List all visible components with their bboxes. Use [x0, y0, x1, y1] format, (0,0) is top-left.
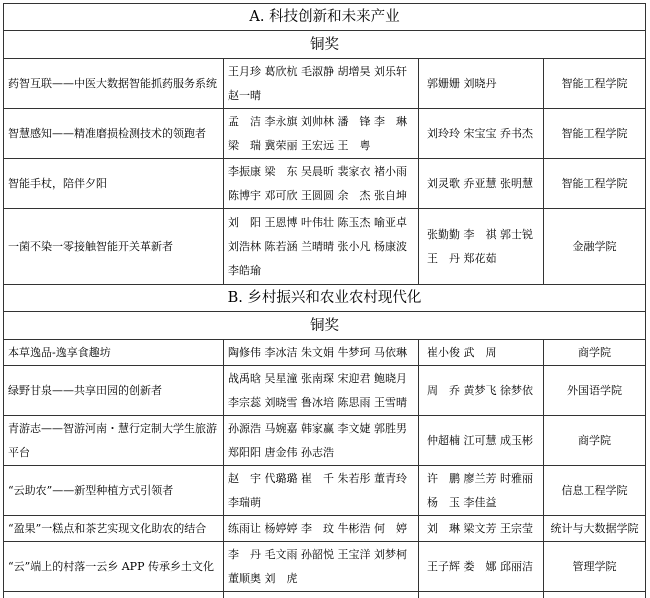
table-row [4, 542, 646, 592]
section-b-award-row [4, 312, 646, 340]
table-row [4, 516, 646, 542]
college: 外国语学院 [544, 366, 646, 416]
table-row [4, 59, 646, 109]
project-title: “云助农”——新型种植方式引领者 [4, 466, 224, 516]
advisors: 郭姗姗 刘晓丹 [419, 59, 544, 109]
advisors: 王子辉 娄 娜 邱丽洁 [419, 542, 544, 592]
table-row [4, 159, 646, 209]
college: 金融学院 [544, 209, 646, 285]
college: 智能工程学院 [544, 159, 646, 209]
team-members: 孟 洁 李永旗 刘帅林 潘 锋 李 琳 梁 瑞 冀荣丽 王宏远 王 粤 [224, 109, 419, 159]
college: 智能工程学院 [544, 59, 646, 109]
college: 商学院 [544, 416, 646, 466]
project-title: “云”端上的村落一云乡 APP 传承乡土文化 [4, 542, 224, 592]
advisors: 崔小俊 武 周 [419, 340, 544, 366]
section-a-header [4, 4, 646, 31]
advisors: 许 鹏 廖兰芳 时雅丽 杨 玉 李佳益 [419, 466, 544, 516]
advisors: 仲超楠 江可慧 成玉彬 [419, 416, 544, 466]
project-title: 一菌不染一零接触智能开关革新者 [4, 209, 224, 285]
team-members: 李振康 梁 东 吴晨昕 裴家衣 褚小雨 陈博宇 邓可欣 王圆圆 余 杰 张自坤 [224, 159, 419, 209]
college: 信息工程学院 [544, 466, 646, 516]
project-title: 绿野甘泉——共享田园的创新者 [4, 366, 224, 416]
college: 智能工程学院 [544, 109, 646, 159]
project-title: 青游志——智游河南・慧行定制大学生旅游平台 [4, 416, 224, 466]
section-a-award-row [4, 31, 646, 59]
team-members: 李 丹 毛文雨 孙韶悦 王宝洋 刘梦柯 董顺奥 刘 虎 [224, 542, 419, 592]
table-row [4, 109, 646, 159]
awards-table [3, 3, 646, 598]
table-row [4, 209, 646, 285]
college: 统计与大数据学院 [544, 516, 646, 542]
advisors: 刘玲玲 宋宝宝 乔书杰 [419, 109, 544, 159]
project-title: “盈果”一糕点和茶艺实现文化助农的结合 [4, 516, 224, 542]
table-row [4, 340, 646, 366]
section-heading: B. 乡村振兴和农业农村现代化 [4, 285, 646, 312]
team-members: 战禹晗 吴星潼 张南琛 宋迎君 鲍晓月 李宗蕊 刘晓雪 鲁冰培 陈思雨 王雪晴 [224, 366, 419, 416]
award-level: 铜奖 [4, 31, 646, 59]
advisors: 张勤勤 李 祺 郭士锐 王 丹 郑花茹 [419, 209, 544, 285]
advisors: 刘灵歌 乔亚慧 张明慧 [419, 159, 544, 209]
team-members: 刘 阳 王恩博 叶伟壮 陈玉杰 喻亚卓 刘浩林 陈若涵 兰晴晴 张小凡 杨康波 李皓瑜 [224, 209, 419, 285]
award-level: 铜奖 [4, 312, 646, 340]
project-title: 药智互联——中医大数据智能抓药服务系统 [4, 59, 224, 109]
project-title: 本草逸品-逸享食趣坊 [4, 340, 224, 366]
table-bottom-spacer [4, 592, 646, 598]
advisors: 刘 琳 梁文芳 王宗莹 [419, 516, 544, 542]
section-b-header [4, 285, 646, 312]
team-members: 王月珍 葛欣杭 毛淑静 胡增昊 刘乐轩 赵一晴 [224, 59, 419, 109]
section-heading: A. 科技创新和未来产业 [4, 4, 646, 31]
team-members: 陶修伟 李冰洁 朱文娟 牛梦珂 马依琳 [224, 340, 419, 366]
advisors: 周 乔 黄梦飞 徐梦依 [419, 366, 544, 416]
table-row [4, 416, 646, 466]
college: 管理学院 [544, 542, 646, 592]
team-members: 练雨让 杨婷婷 李 玟 牛彬浩 何 婷 [224, 516, 419, 542]
project-title: 智能手杖，陪伴夕阳 [4, 159, 224, 209]
college: 商学院 [544, 340, 646, 366]
team-members: 赵 宇 代璐璐 崔 千 朱若彤 董青玲 李瑞萌 [224, 466, 419, 516]
table-row [4, 366, 646, 416]
project-title: 智慧感知——精准磨损检测技术的领跑者 [4, 109, 224, 159]
table-row [4, 466, 646, 516]
team-members: 孙源浩 马婉嘉 韩家赢 李文婕 郭胜男 郑阳阳 唐金伟 孙志浩 [224, 416, 419, 466]
